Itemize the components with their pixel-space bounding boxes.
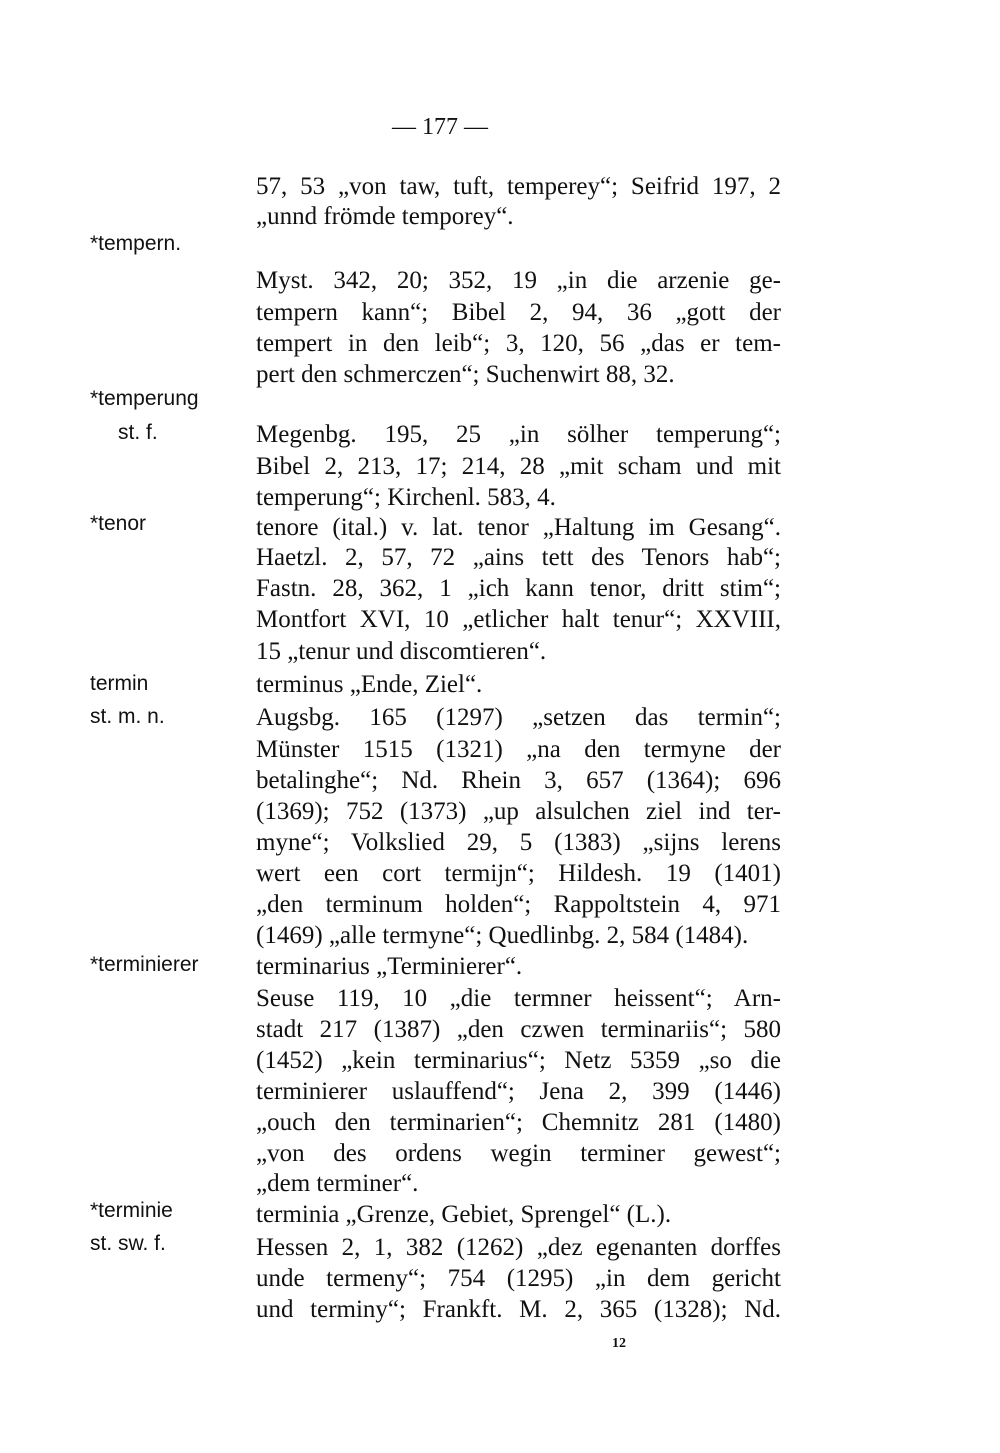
entry-line: terminierer uslauffend“; Jena 2, 399 (1446) (256, 1078, 781, 1105)
entry-line: „unnd frömde temporey“. (256, 203, 514, 230)
headword: *terminie (90, 1199, 173, 1222)
entry-line: pert den schmerczen“; Suchenwirt 88, 32. (256, 361, 675, 388)
entry-line: Myst. 342, 20; 352, 19 „in die arzenie ge- (256, 267, 781, 294)
entry-line: Fastn. 28, 362, 1 „ich kann tenor, dritt stim“; (256, 575, 781, 602)
headword-gender: st. sw. f. (90, 1232, 166, 1255)
headword: *terminierer (90, 953, 199, 976)
entry-line: Haetzl. 2, 57, 72 „ains tett des Tenors hab“; (256, 544, 781, 571)
entry-line: 15 „tenur und discomtieren“. (256, 638, 547, 665)
entry-line: unde termeny“; 754 (1295) „in dem gericht (256, 1265, 781, 1292)
entry-line: betalinghe“; Nd. Rhein 3, 657 (1364); 696 (256, 767, 781, 794)
entry-line: Seuse 119, 10 „die termner heissent“; Arn- (256, 985, 781, 1012)
entry-line: terminus „Ende, Ziel“. (256, 671, 483, 698)
entry-line: stadt 217 (1387) „den czwen terminariis“; 580 (256, 1016, 781, 1043)
entry-line: Augsbg. 165 (1297) „setzen das termin“; (256, 704, 781, 731)
entry-line: „ouch den terminarien“; Chemnitz 281 (1480) (256, 1109, 781, 1136)
headword: termin (90, 672, 149, 695)
headword: *tempern. (90, 232, 182, 255)
entry-line: (1452) „kein terminarius“; Netz 5359 „so die (256, 1047, 781, 1074)
headword-gender: st. m. n. (90, 705, 165, 728)
entry-line: Münster 1515 (1321) „na den termyne der (256, 736, 781, 763)
entry-line: myne“; Volkslied 29, 5 (1383) „sijns lerens (256, 829, 781, 856)
entry-line: und terminy“; Frankft. M. 2, 365 (1328); Nd. (256, 1296, 781, 1323)
entry-line: Megenbg. 195, 25 „in sölher temperung“; (256, 421, 781, 448)
entry-line: temperung“; Kirchenl. 583, 4. (256, 484, 556, 511)
entry-line: terminia „Grenze, Gebiet, Sprengel“ (L.). (256, 1201, 672, 1228)
headword: *temperung (90, 387, 199, 410)
entry-line: Montfort XVI, 10 „etlicher halt tenur“; XXVIII, (256, 606, 781, 633)
entry-line: tenore (ital.) v. lat. tenor „Haltung im Gesang“. (256, 514, 781, 541)
entry-line: (1469) „alle termyne“; Quedlinbg. 2, 584 (1484). (256, 922, 749, 949)
entry-line: Hessen 2, 1, 382 (1262) „dez egenanten dorffes (256, 1234, 781, 1261)
signature-mark: 12 (612, 1336, 626, 1351)
entry-line: wert een cort termijn“; Hildesh. 19 (1401) (256, 860, 781, 887)
entry-line: terminarius „Terminierer“. (256, 953, 523, 980)
headword: *tenor (90, 512, 147, 535)
entry-line: Bibel 2, 213, 17; 214, 28 „mit scham und mit (256, 453, 781, 480)
entry-line: tempert in den leib“; 3, 120, 56 „das er tem- (256, 330, 781, 357)
headword-gender: st. f. (118, 421, 158, 444)
entry-line: „den terminum holden“; Rappoltstein 4, 971 (256, 891, 781, 918)
entry-line: „von des ordens wegin terminer gewest“; (256, 1140, 781, 1167)
page-number: — 177 — (392, 114, 488, 140)
entry-line: tempern kann“; Bibel 2, 94, 36 „gott der (256, 299, 781, 326)
entry-line: 57, 53 „von taw, tuft, temperey“; Seifrid 197, 2 (256, 173, 781, 200)
entry-line: „dem terminer“. (256, 1170, 419, 1197)
entry-line: (1369); 752 (1373) „up alsulchen ziel ind ter- (256, 798, 781, 825)
